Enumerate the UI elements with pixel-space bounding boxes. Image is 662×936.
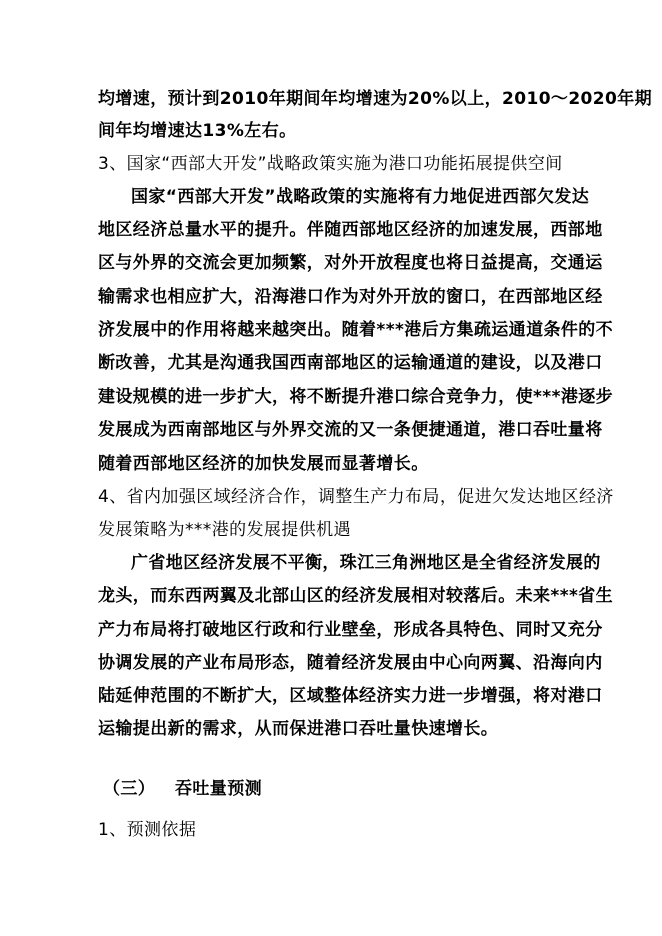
paragraph-line: 产力布局将打破地区行政和行业壁垒，形成各具特色、同时又充分 [98, 620, 603, 640]
paragraph-line: 龙头，而东西两翼及北部山区的经济发展相对较落后。未来***省生 [98, 586, 614, 606]
paragraph-line: 输需求也相应扩大，沿海港口作为对外开放的窗口，在西部地区经 [98, 287, 603, 307]
paragraph-line: 济发展中的作用将越来越突出。随着***港后方集疏运通道条件的不 [98, 320, 614, 340]
subsection-heading: 1、预测依据 [98, 820, 197, 840]
section-heading: 发展策略为***港的发展提供机遇 [98, 520, 351, 540]
section-heading: 3、国家“西部大开发”战略政策实施为港口功能拓展提供空间 [98, 154, 563, 174]
section-number: （三） [103, 779, 156, 799]
paragraph-line: 随着西部地区经济的加快发展而显著增长。 [98, 454, 429, 474]
section-title-text: 吞吐量预测 [175, 779, 262, 799]
paragraph-line: 建设规模的进一步扩大，将不断提升港口综合竞争力，使***港逐步 [98, 387, 614, 407]
paragraph-line: 区与外界的交流会更加频繁，对外开放程度也将日益提高，交通运 [98, 253, 603, 273]
paragraph-line: 运输提出新的需求，从而保进港口吞吐量快速增长。 [98, 719, 499, 739]
paragraph-line: 发展成为西南部地区与外界交流的又一条便捷通道，港口吞吐量将 [98, 420, 603, 440]
paragraph-line: 地区经济总量水平的提升。伴随西部地区经济的加速发展，西部地 [98, 220, 603, 240]
paragraph-line: 均增速，预计到2010年期间年均增速为20%以上，2010～2020年期 [98, 89, 653, 109]
paragraph-line: 协调发展的产业布局形态，随着经济发展由中心向两翼、沿海向内 [98, 653, 603, 673]
paragraph-line: 国家“西部大开发”战略政策的实施将有力地促进西部欠发达 [131, 187, 590, 207]
paragraph-line: 广省地区经济发展不平衡，珠江三角洲地区是全省经济发展的 [131, 553, 601, 573]
paragraph-line: 间年均增速达13%左右。 [98, 121, 297, 141]
paragraph-line: 断改善，尤其是沟通我国西南部地区的运输通道的建设，以及港口 [98, 353, 603, 373]
paragraph-line: 陆延伸范围的不断扩大，区域整体经济实力进一步增强，将对港口 [98, 686, 603, 706]
section-title [103, 777, 262, 801]
section-heading: 4、省内加强区域经济合作，调整生产力布局，促进欠发达地区经济 [98, 487, 614, 507]
